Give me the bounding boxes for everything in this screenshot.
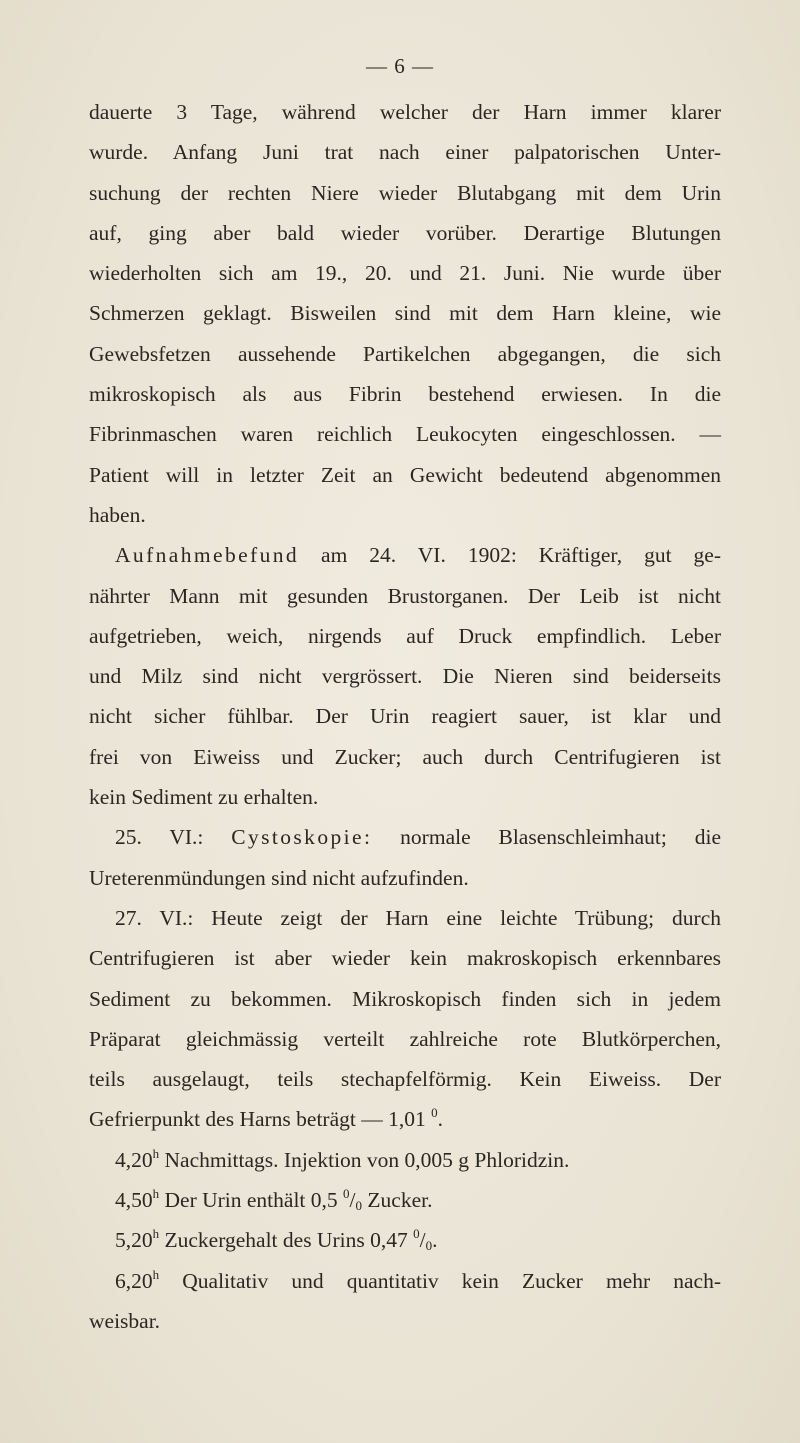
permille-top: 0 <box>343 1186 350 1202</box>
text-line: wiederholten sich am 19., 20. und 21. Juni. Nie wurde über <box>89 261 721 286</box>
hour-sup: h <box>152 1266 160 1282</box>
page-number: — 6 — <box>366 54 434 78</box>
text-line: Fibrinmaschen waren reichlich Leukocyten eingeschlossen. — <box>89 422 721 447</box>
hour-sup: h <box>152 1186 160 1202</box>
log-time: 4,20 <box>115 1147 153 1172</box>
text-line: Sediment zu bekommen. Mikroskopisch finden sich in jedem <box>89 986 721 1011</box>
text-line: teils ausgelaugt, teils stechapfelförmig. Kein Eiweiss. Der <box>89 1067 721 1092</box>
cystoscopy-line <box>89 817 721 857</box>
log-text: Zuckergehalt des Urins 0,47 <box>159 1228 414 1253</box>
text-line: und Milz sind nicht vergrössert. Die Nieren sind beiderseits <box>89 664 721 689</box>
freezing-point-line <box>89 1099 721 1139</box>
log-entry: 5,20$^h$ Zuckergehalt des Urins 0,47 $^0/_0$. <box>115 1226 438 1254</box>
log-time: 6,20 <box>115 1268 153 1293</box>
hour-sup: h <box>152 1145 160 1161</box>
text-span: normale Blasenschleimhaut; die <box>372 825 721 850</box>
log-text: . <box>432 1228 438 1253</box>
log-time: 4,50 <box>115 1188 153 1213</box>
section-heading-admission: Aufnahmebefund <box>115 543 300 568</box>
log-entry <box>89 1140 721 1180</box>
log-entry: 4,50$^h$ Der Urin enthält 0,5 $^0/_0$ Zucker. <box>115 1186 433 1214</box>
text-line: suchung der rechten Niere wieder Blutabgang mit dem Urin <box>89 180 721 205</box>
text-line: aufgetrieben, weich, nirgends auf Druck empfindlich. Leber <box>89 623 721 648</box>
text-span: am 24. VI. 1902: Kräftiger, gut ge- <box>299 543 721 568</box>
degree-sup: 0 <box>431 1105 438 1121</box>
text-line: wurde. Anfang Juni trat nach einer palpatorischen Unter- <box>89 140 721 165</box>
permille-top: 0 <box>413 1226 420 1242</box>
permille-bottom: 0 <box>355 1198 363 1214</box>
text-line: Präparat gleichmässig verteilt zahlreiche rote Blutkörperchen, <box>89 1026 721 1051</box>
text-line: kein Sediment zu erhalten. <box>89 785 319 810</box>
log-text: Qualitativ und quantitativ kein Zucker mehr nach- <box>159 1268 721 1293</box>
text-line: nährter Mann mit gesunden Brustorganen. Der Leib ist nicht <box>89 583 721 608</box>
text-line: dauerte 3 Tage, während welcher der Harn immer klarer <box>89 100 721 124</box>
text-line: frei von Eiweiss und Zucker; auch durch Centrifugieren ist <box>89 744 721 769</box>
text-span: . <box>437 1107 443 1132</box>
text-line: Centrifugieren ist aber wieder kein makroskopisch erkennbares <box>89 946 721 971</box>
log-entry <box>89 1261 721 1301</box>
body-text <box>89 92 721 1341</box>
text-span: Gefrierpunkt des Harns beträgt — 1,01 <box>89 1107 426 1132</box>
text-line: auf, ging aber bald wieder vorüber. Derartige Blutungen <box>89 220 721 245</box>
text-line: 27. VI.: Heute zeigt der Harn eine leichte Trübung; durch <box>115 905 721 930</box>
text-line: mikroskopisch als aus Fibrin bestehend erwiesen. In die <box>89 382 721 407</box>
log-text: Der Urin enthält 0,5 <box>159 1188 344 1213</box>
text-line: Gewebsfetzen aussehende Partikelchen abgegangen, die sich <box>89 341 721 366</box>
text-line: Schmerzen geklagt. Bisweilen sind mit dem Harn kleine, wie <box>89 301 721 326</box>
log-text: Zucker. <box>362 1188 433 1213</box>
admission-findings-line <box>89 535 721 575</box>
permille-bottom: 0 <box>425 1238 433 1254</box>
date-span: 25. VI.: <box>115 825 232 850</box>
text-line: nicht sicher fühlbar. Der Urin reagiert sauer, ist klar und <box>89 704 721 729</box>
log-time: 5,20 <box>115 1228 153 1253</box>
text-line: Patient will in letzter Zeit an Gewicht bedeutend abgenommen <box>89 462 721 487</box>
text-line: weisbar. <box>89 1308 161 1333</box>
hour-sup: h <box>152 1226 160 1242</box>
log-text: Nachmittags. Injektion von 0,005 g Phloridzin. <box>159 1147 570 1172</box>
text-line: Ureterenmündungen sind nicht aufzufinden. <box>89 865 469 890</box>
text-line: haben. <box>89 502 146 527</box>
section-heading-cystoscopy: Cystoskopie: <box>231 825 373 850</box>
